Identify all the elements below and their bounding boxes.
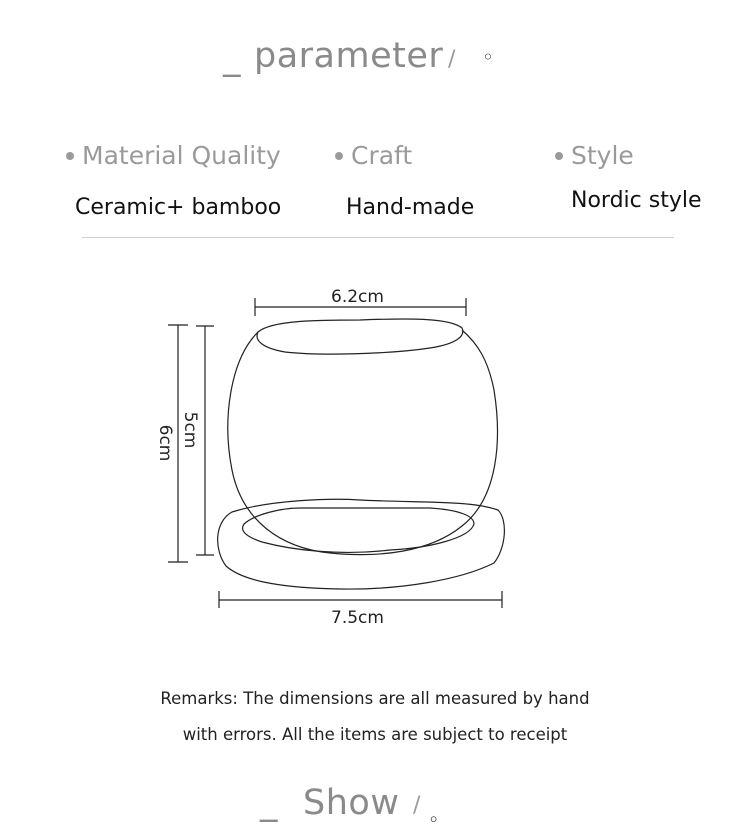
param-value-craft: Hand-made — [346, 195, 475, 220]
param-value-style: Nordic style — [571, 188, 702, 213]
param-label-text: Style — [571, 141, 634, 170]
param-value-material: Ceramic+ bamboo — [75, 195, 282, 220]
param-label-text: Material Quality — [82, 141, 281, 170]
parameter-heading-slash: / — [448, 47, 456, 72]
cup-body — [228, 330, 498, 555]
remarks-line-1: Remarks: The dimensions are all measured by hand — [160, 689, 590, 708]
show-heading-underscore: _ — [260, 783, 278, 823]
remarks-line-2: with errors. All the items are subject to receipt — [182, 725, 568, 744]
show-heading-dot: 。 — [430, 801, 450, 825]
total-height-label: 6cm — [155, 424, 175, 462]
cup-rim — [257, 319, 463, 354]
saucer-inner — [243, 508, 474, 552]
parameter-heading: parameter — [254, 36, 444, 76]
show-heading-slash: / — [413, 793, 421, 818]
base-width-label: 7.5cm — [331, 608, 384, 628]
parameter-heading-dot: ◦ — [482, 45, 494, 69]
parameter-heading-underscore: _ — [223, 38, 241, 78]
show-heading: Show — [303, 783, 400, 823]
param-label-text: Craft — [351, 141, 413, 170]
inner-height-label: 5cm — [180, 411, 200, 449]
top-width-label: 6.2cm — [331, 287, 384, 307]
